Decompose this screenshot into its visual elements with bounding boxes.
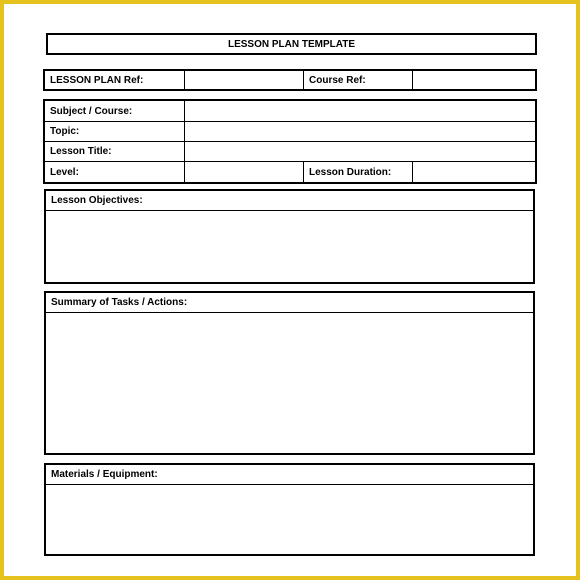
tasks-field[interactable] [46, 313, 533, 453]
lesson-plan-ref-field[interactable] [185, 71, 304, 90]
course-ref-field[interactable] [413, 71, 536, 90]
lesson-duration-field[interactable] [413, 162, 536, 183]
level-label: Level: [45, 162, 185, 183]
table-row [45, 101, 536, 122]
details-table [44, 100, 536, 183]
subject-field[interactable] [185, 101, 536, 122]
lesson-duration-label: Lesson Duration: [304, 162, 413, 183]
lesson-title-label: Lesson Title: [45, 142, 185, 162]
course-ref-label: Course Ref: [304, 71, 413, 90]
objectives-section [44, 189, 535, 284]
objectives-label: Lesson Objectives: [46, 191, 533, 211]
level-field[interactable] [185, 162, 304, 183]
table-row [45, 71, 536, 90]
lesson-plan-ref-label: LESSON PLAN Ref: [45, 71, 185, 90]
tasks-label: Summary of Tasks / Actions: [46, 293, 533, 313]
ref-table [44, 70, 536, 90]
subject-label: Subject / Course: [45, 101, 185, 122]
objectives-field[interactable] [46, 211, 533, 282]
materials-section [44, 463, 535, 556]
table-row [45, 142, 536, 162]
materials-label: Materials / Equipment: [46, 465, 533, 485]
tasks-section [44, 291, 535, 455]
topic-field[interactable] [185, 122, 536, 142]
lesson-title-field[interactable] [185, 142, 536, 162]
table-row [45, 162, 536, 183]
page-title: LESSON PLAN TEMPLATE [46, 33, 537, 55]
materials-field[interactable] [46, 485, 533, 554]
topic-label: Topic: [45, 122, 185, 142]
table-row [45, 122, 536, 142]
